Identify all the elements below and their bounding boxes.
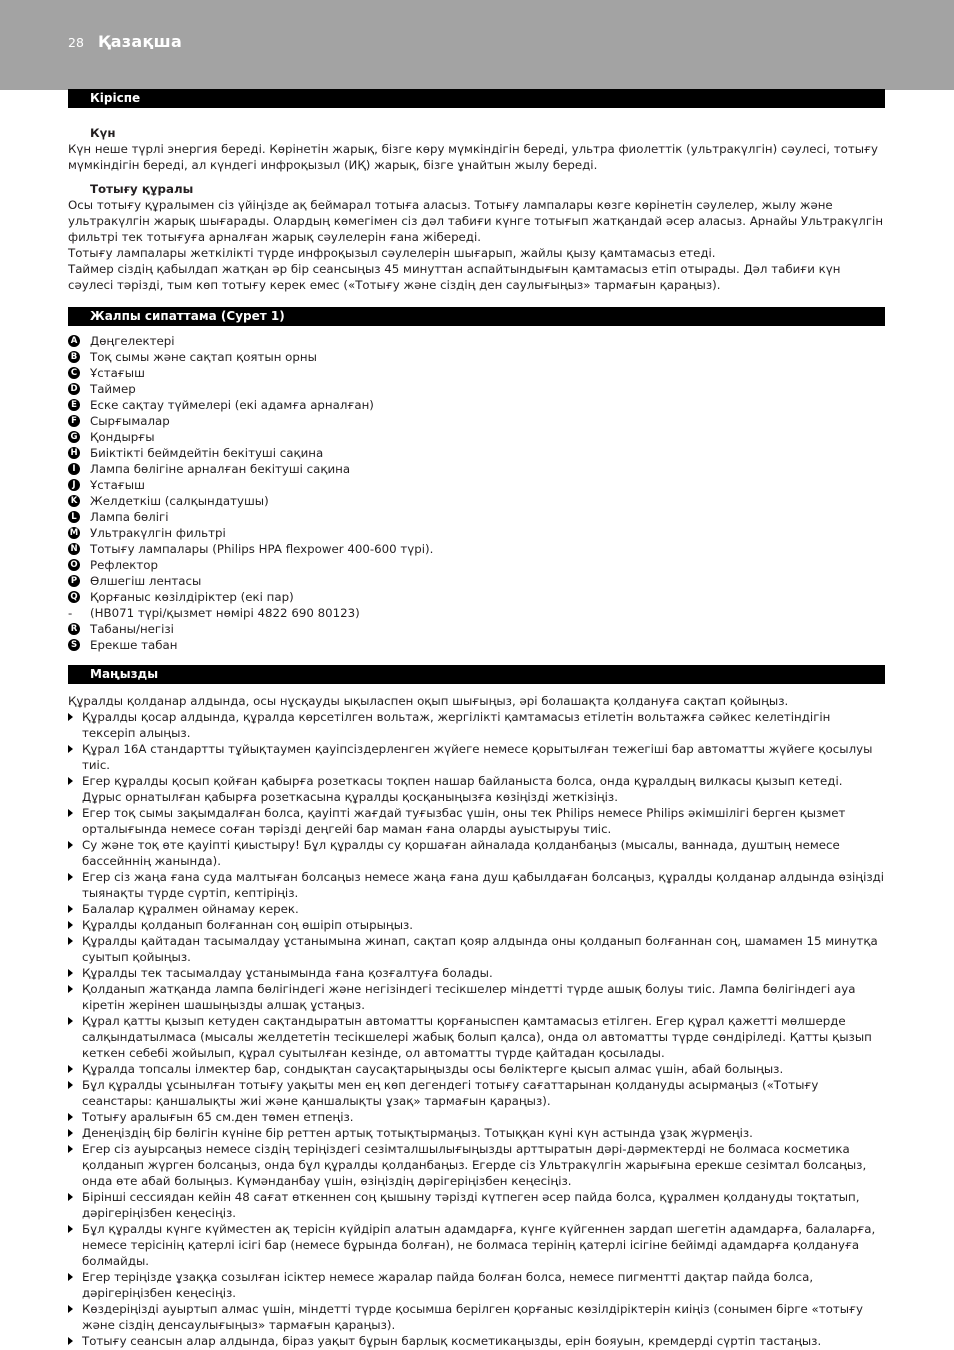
list-item [68, 365, 885, 381]
letter-badge: B [68, 351, 80, 363]
bullet-text: Тотығу сеансын алар алдында, біраз уақыт бұрын барлық косметикаңызды, ерін бояуын, кремдерді сүртіп тастаңыз. [82, 1334, 822, 1348]
letter-badge: D [68, 383, 80, 395]
list-item [68, 621, 885, 637]
triangle-bullet-icon [68, 1273, 73, 1281]
triangle-bullet-icon [68, 937, 73, 945]
triangle-bullet-icon [68, 969, 73, 977]
bullet-text: Балалар құралмен ойнамау керек. [82, 902, 299, 916]
list-item [68, 541, 885, 557]
bullet-text: Бұл құралды ұсынылған тотығу уақыты мен ең көп дегендегі тотығу сағаттарынан қолдануды асырмаңыз («Тотығу сеанстары: қаншалықты жиі және қаншалықты ұзақ» тармағын қараңыз). [82, 1078, 819, 1108]
list-item-text: Дөңгелектері [90, 334, 175, 348]
bullet-text: Егер құралды қосып қойған қабырға розеткасы тоқпен нашар байланыста болса, онда құралдың вилкасы қызып кетеді. Дұрыс орнатылған қабырға розеткасына құралды қосқаныңызға көзіңізді жеткізіңіз. [82, 774, 843, 804]
bullet-item [68, 901, 885, 917]
letter-badge: H [68, 447, 80, 459]
triangle-bullet-icon [68, 1017, 73, 1025]
list-item-text: Қондырғы [90, 430, 155, 444]
subheading-sun: Күн [90, 126, 116, 140]
letter-badge: O [68, 559, 80, 571]
bullet-item [68, 981, 885, 1013]
letter-badge: S [68, 639, 80, 651]
list-item-text: Сырғымалар [90, 414, 170, 428]
section-title-intro: Кіріспе [68, 89, 885, 108]
bullet-item [68, 805, 885, 837]
bullet-item [68, 933, 885, 965]
bullet-item [68, 1221, 885, 1269]
list-item-text: Биіктікті беймдейтін бекітуші сақина [90, 446, 324, 460]
list-item [68, 637, 885, 653]
bullet-text: Қолданып жатқанда лампа бөлігіндегі және негізіндегі тесікшелер міндетті түрде ашық болуы тиіс. Лампа бөлігіндегі ауа кіретін жерінен шашыңызды алшақ ұстаңыз. [82, 982, 856, 1012]
list-item-text: Ультракүлгін фильтрі [90, 526, 226, 540]
list-item-text: Ерекше табан [90, 638, 178, 652]
letter-badge: P [68, 575, 80, 587]
bullet-text: Құрал қатты қызып кетуден сақтандыратын автоматты қорғаныспен қамтамасыз етілген. Егер құрал қажетті мөлшерде салқындатылмаса (мысалы желдететін тесікшелері жабық болып қалса), онда ол автоматты түрде сөндіріледі. Қатты қызып кеткен себебі жойылып, құрал суытылған кезінде, ол автоматты түрде қайтадан қосылады. [82, 1014, 872, 1060]
device-paragraph-2: Тотығу лампалары жеткілікті түрде инфроқызыл сәулелерін шығарып, жайлы қызу қамтамасыз етеді. [68, 246, 716, 260]
letter-badge: L [68, 511, 80, 523]
letter-badge: A [68, 335, 80, 347]
list-item [68, 333, 885, 349]
list-item-text: Лампа бөлігіне арналған бекітуші сақина [90, 462, 351, 476]
triangle-bullet-icon [68, 1337, 73, 1345]
triangle-bullet-icon [68, 1129, 73, 1137]
section-title-overview: Жалпы сипаттама (Сурет 1) [68, 307, 885, 326]
bullet-text: Құрал 16A стандартты тұйықтаумен қауіпсіздерленген жүйеге немесе қорытылған тежегіші бар автоматты жүйеге қосылуы тиіс. [82, 742, 873, 772]
page-number: 28 [68, 35, 84, 50]
list-item-text: Тотығу лампалары (Philips HPA flexpower 400-600 түрі). [90, 542, 434, 556]
bullet-item [68, 1301, 885, 1333]
bullet-text: Бұл құралды күнге күйместен ақ терісін күйдіріп алатын адамдарға, күнге күйгеннен зардап шегетін адамдарға, балаларға, немесе терісінің қатерлі ісігі бар (немесе бұрында болған), не болмаса терінің қатерлі ісігіне бейімді адамдарға қолдануға болмайды. [82, 1222, 876, 1268]
list-item [68, 573, 885, 589]
triangle-bullet-icon [68, 777, 73, 785]
list-item-text: Тоқ сымы және сақтап қоятын орны [90, 350, 317, 364]
list-item [68, 397, 885, 413]
bullet-item [68, 1189, 885, 1221]
triangle-bullet-icon [68, 713, 73, 721]
sun-paragraph: Күн неше түрлі энергия береді. Көрінетін жарық, бізге көру мүмкіндігін береді, ультра фиолеттік (ультракүлгін) сәулесі, тотығу мүмкіндігін береді, ал күндегі инфроқызыл (ИҚ) жарық, бізге ұнайтын жылу береді. [68, 142, 878, 172]
list-item-text: Таймер [90, 382, 136, 396]
triangle-bullet-icon [68, 1145, 73, 1153]
triangle-bullet-icon [68, 905, 73, 913]
important-intro: Құралды қолданар алдында, осы нұсқауды ықыласпен оқып шығыңыз, әрі болашақта қолдануға сақтап қойыңыз. [68, 694, 789, 708]
bullet-item [68, 837, 885, 869]
list-item [68, 381, 885, 397]
list-item [68, 461, 885, 477]
triangle-bullet-icon [68, 1081, 73, 1089]
list-item-text: Лампа бөлігі [90, 510, 169, 524]
list-item [68, 605, 885, 621]
list-item [68, 445, 885, 461]
bullet-item [68, 1013, 885, 1061]
section-title-important: Маңызды [68, 665, 885, 684]
triangle-bullet-icon [68, 921, 73, 929]
bullet-text: Көздеріңізді ауыртып алмас үшін, міндетті түрде қосымша берілген қорғаныс көзілдіріктерін киіңіз (сонымен бірге «тотығу және сіздің денсаулығыңыз» тармағын қараңыз). [82, 1302, 863, 1332]
page-header [0, 0, 954, 90]
triangle-bullet-icon [68, 873, 73, 881]
list-item-text: Еске сақтау түймелері (екі адамға арналған) [90, 398, 374, 412]
triangle-bullet-icon [68, 1065, 73, 1073]
letter-badge: I [68, 463, 80, 475]
letter-badge: G [68, 431, 80, 443]
bullet-item [68, 1125, 885, 1141]
bullet-item [68, 1333, 885, 1349]
triangle-bullet-icon [68, 1225, 73, 1233]
bullet-text: Денеңіздің бір бөлігін күніне бір реттен артық тотықтырмаңыз. Тотыққан күні күн астында ұзақ жүрмеңіз. [82, 1126, 753, 1140]
bullet-item [68, 709, 885, 741]
letter-badge: F [68, 415, 80, 427]
triangle-bullet-icon [68, 1193, 73, 1201]
bullet-text: Құралда топсалы ілмектер бар, сондықтан саусақтарыңызды осы бөліктерге қысып алмас үшін, абай болыңыз. [82, 1062, 784, 1076]
overview-list [68, 333, 885, 653]
bullet-item [68, 1141, 885, 1189]
bullet-item [68, 1109, 885, 1125]
bullet-text: Егер тоқ сымы зақымдалған болса, қауіпті жағдай туғызбас үшін, оны тек Philips немесе Philips әкімшілігі берген қызмет орталығында немесе соған тәрізді деңгейі бар маман ғана оларды ауыстыруы тиіс. [82, 806, 846, 836]
list-item-text: Табаны/негізі [90, 622, 174, 636]
letter-badge: K [68, 495, 80, 507]
list-item [68, 493, 885, 509]
list-item-text: Ұстағыш [90, 366, 145, 380]
letter-badge: N [68, 543, 80, 555]
letter-badge: Q [68, 591, 80, 603]
bullet-item [68, 1077, 885, 1109]
device-paragraph-1: Осы тотығу құралымен сіз үйіңізде ақ беймарал тотыға аласыз. Тотығу лампалары көзге көрінетін сәулелер, жылу және ультракүлгін жарық шығарады. Олардың көмегімен сіз дәл табиғи күнге тотығып жатқандай әсер аласыз. Арнайы Ультракүлгін фильтрі тек тотығуға арналған жарық сәулелерін ғана жібереді. [68, 198, 884, 244]
list-item-text: Өлшегіш лентасы [90, 574, 202, 588]
triangle-bullet-icon [68, 841, 73, 849]
bullet-item [68, 1061, 885, 1077]
list-item-text: (HB071 түрі/қызмет нөмірі 4822 690 80123) [90, 606, 360, 620]
letter-badge: J [68, 479, 80, 491]
list-item [68, 349, 885, 365]
bullet-text: Құралды қолданып болғаннан соң өшіріп отырыңыз. [82, 918, 414, 932]
list-item-text: Желдеткіш (салқындатушы) [90, 494, 269, 508]
bullet-text: Су және тоқ өте қауіпті қиыстыру! Бұл құралды су қоршаған айналада қолданбаңыз (мысалы, ваннада, душтың немесе бассейннің жанында). [82, 838, 840, 868]
triangle-bullet-icon [68, 809, 73, 817]
bullet-text: Бірінші сессиядан кейін 48 сағат өткеннен соң қышыну тәрізді күтпеген әсер пайда болса, құралмен қолдануды тоқтатып, дәрігеріңізбен кеңесіңіз. [82, 1190, 860, 1220]
triangle-bullet-icon [68, 745, 73, 753]
bullet-item [68, 869, 885, 901]
triangle-bullet-icon [68, 985, 73, 993]
page-content [68, 89, 885, 1349]
list-item [68, 413, 885, 429]
bullet-text: Егер сіз жаңа ғана суда малтыған болсаңыз немесе жаңа ғана душ қабылдаған болсаңыз, құралды қолданар алдында өзіңізді тыянақты түрде сүртіп, кептіріңіз. [82, 870, 885, 900]
bullet-item [68, 917, 885, 933]
language-title: Қазақша [98, 32, 183, 51]
bullet-item [68, 773, 885, 805]
triangle-bullet-icon [68, 1305, 73, 1313]
subheading-device: Тотығу құралы [90, 182, 194, 196]
bullet-text: Құралды қосар алдында, құралда көрсетілген вольтаж, жергілікті қамтамасыз етілетін вольтажға сәйкес келетіндігін тексеріп алыңыз. [82, 710, 831, 740]
list-item [68, 557, 885, 573]
list-item-text: Рефлектор [90, 558, 158, 572]
important-list [68, 709, 885, 1349]
bullet-item [68, 965, 885, 981]
bullet-text: Құралды қайтадан тасымалдау ұстанымына жинап, сақтап қояр алдында оны қолданып болғаннан соң, шамамен 15 минутқа суытып қойыңыз. [82, 934, 878, 964]
bullet-text: Егер сіз ауырсаңыз немесе сіздің теріңіздегі сезімталшылығыңызды арттыратын дәрі-дәрмектерді не болмаса косметика қолданып жүрген болсаңыз, онда бұл құралды қолданбаңыз. Егерде сіз Ультракүлгін жарығына ерекше сезімтал болсаңыз, онда өте абай болыңыз. Күмәнданбау үшін, өзіңіздің дәрігеріңізбен кеңесіңіз. [82, 1142, 867, 1188]
triangle-bullet-icon [68, 1113, 73, 1121]
list-item [68, 429, 885, 445]
letter-badge: E [68, 399, 80, 411]
bullet-text: Егер теріңізде ұзаққа созылған ісіктер немесе жаралар пайда болған болса, немесе пигментті дақтар пайда болса, дәрігеріңізбен кеңесіңіз. [82, 1270, 814, 1300]
letter-badge: M [69, 528, 79, 538]
list-item-text: Ұстағыш [90, 478, 145, 492]
dash-marker: - [68, 606, 73, 620]
list-item [68, 509, 885, 525]
bullet-text: Тотығу аралығын 65 см.ден төмен етпеңіз. [82, 1110, 354, 1124]
bullet-item [68, 741, 885, 773]
bullet-text: Құралды тек тасымалдау ұстанымында ғана қозғалтуға болады. [82, 966, 493, 980]
letter-badge: C [68, 367, 80, 379]
list-item-text: Қорғаныс көзілдіріктер (екі пар) [90, 590, 294, 604]
list-item [68, 525, 885, 541]
device-paragraph-3: Таймер сіздің қабылдап жатқан әр бір сеансыңыз 45 минуттан аспайтындығын қамтамасыз етіп отырады. Дәл табиғи күн сәулесі тәрізді, тым көп тотығу керек емес («Тотығу және сіздің ден саулығыңыз» тармағын қараңыз). [68, 262, 841, 292]
list-item [68, 477, 885, 493]
letter-badge: R [68, 623, 80, 635]
list-item [68, 589, 885, 605]
bullet-item [68, 1269, 885, 1301]
